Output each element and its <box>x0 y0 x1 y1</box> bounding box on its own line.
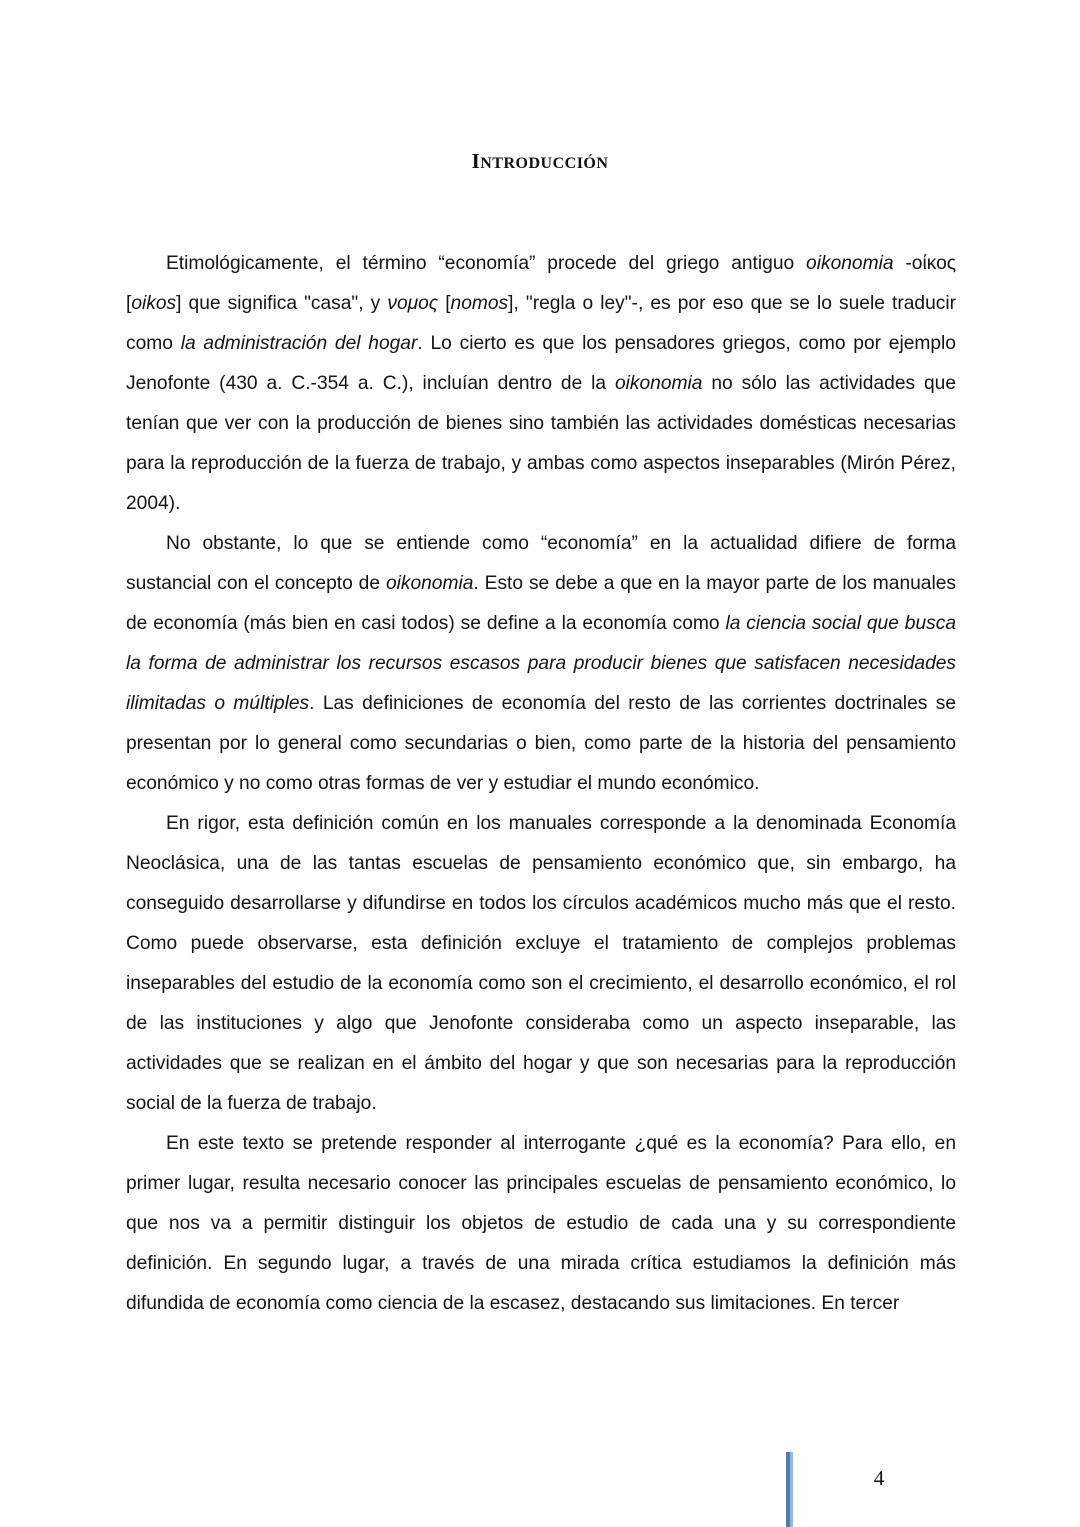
text-run: no sólo las actividades que tenían que ver con la producción de bienes sino también las actividades domésticas necesarias para la reproducción de la fuerza de trabajo, y ambas como aspectos inseparables (Mirón Pérez, 2004). <box>126 373 956 514</box>
italic-run: nomos <box>450 293 509 314</box>
paragraph <box>126 804 956 1124</box>
page-title: introducción <box>471 142 609 176</box>
footer-rule-inner-line <box>790 1452 793 1527</box>
text-run: . Lo cierto es que los pensadores griegos, como por ejemplo Jenofonte (430 a. C.-354 a. C.), incluían dentro de la <box>126 333 956 394</box>
paragraph <box>126 1124 956 1324</box>
page-footer <box>0 1448 1080 1527</box>
text-run: ], "regla o ley"-, es por eso que se lo suele traducir como <box>126 293 956 354</box>
italic-run: oikos <box>131 293 177 314</box>
italic-run: la ciencia social que busca la forma de administrar los recursos escasos para producir bienes que satisfacen necesidades ilimitadas o múltiples <box>126 613 956 714</box>
italic-run: oikonomia <box>614 373 703 394</box>
text-run: No obstante, lo que se entiende como “economía” en la actualidad difiere de forma sustancial con el concepto de <box>126 533 956 594</box>
footer-decorative-rule <box>786 1452 793 1527</box>
italic-run: oikonomia <box>806 253 894 274</box>
text-run: En este texto se pretende responder al interrogante ¿qué es la economía? Para ello, en primer lugar, resulta necesario conocer las principales escuelas de pensamiento económico, lo que nos va a permitir distinguir los objetos de estudio de cada una y su correspondiente definición. En segundo lugar, a través de una mirada crítica estudiamos la definición más difundida de economía como ciencia de la escasez, destacando sus limitaciones. En tercer <box>126 1133 956 1314</box>
document-body <box>126 244 956 1324</box>
text-run: [ <box>438 293 451 314</box>
text-run: -οίκος [ <box>126 253 956 314</box>
text-run: Etimológicamente, el término “economía” procede del griego antiguo <box>166 253 807 274</box>
italic-run: oikonomia <box>385 573 474 594</box>
italic-run: la administración del hogar <box>180 333 418 354</box>
paragraph <box>126 244 956 524</box>
page-number: 4 <box>873 1466 885 1490</box>
italic-run: νομος <box>387 293 439 314</box>
paragraph <box>126 524 956 804</box>
text-run: . Esto se debe a que en la mayor parte de los manuales de economía (más bien en casi todos) se define a la economía como <box>126 573 956 634</box>
text-run: En rigor, esta definición común en los manuales corresponde a la denominada Economía Neoclásica, una de las tantas escuelas de pensamiento económico que, sin embargo, ha conseguido desarrollarse y difundirse en todos los círculos académicos mucho más que el resto. Como puede observarse, esta definición excluye el tratamiento de complejos problemas inseparables del estudio de la economía como son el crecimiento, el desarrollo económico, el rol de las instituciones y algo que Jenofonte consideraba como un aspecto inseparable, las actividades que se realizan en el ámbito del hogar y que son necesarias para la reproducción social de la fuerza de trabajo. <box>126 813 956 1114</box>
text-run: ] que significa "casa", y <box>176 293 388 314</box>
text-run: . Las definiciones de economía del resto de las corrientes doctrinales se presentan por lo general como secundarias o bien, como parte de la historia del pensamiento económico y no como otras formas de ver y estudiar el mundo económico. <box>126 693 956 794</box>
